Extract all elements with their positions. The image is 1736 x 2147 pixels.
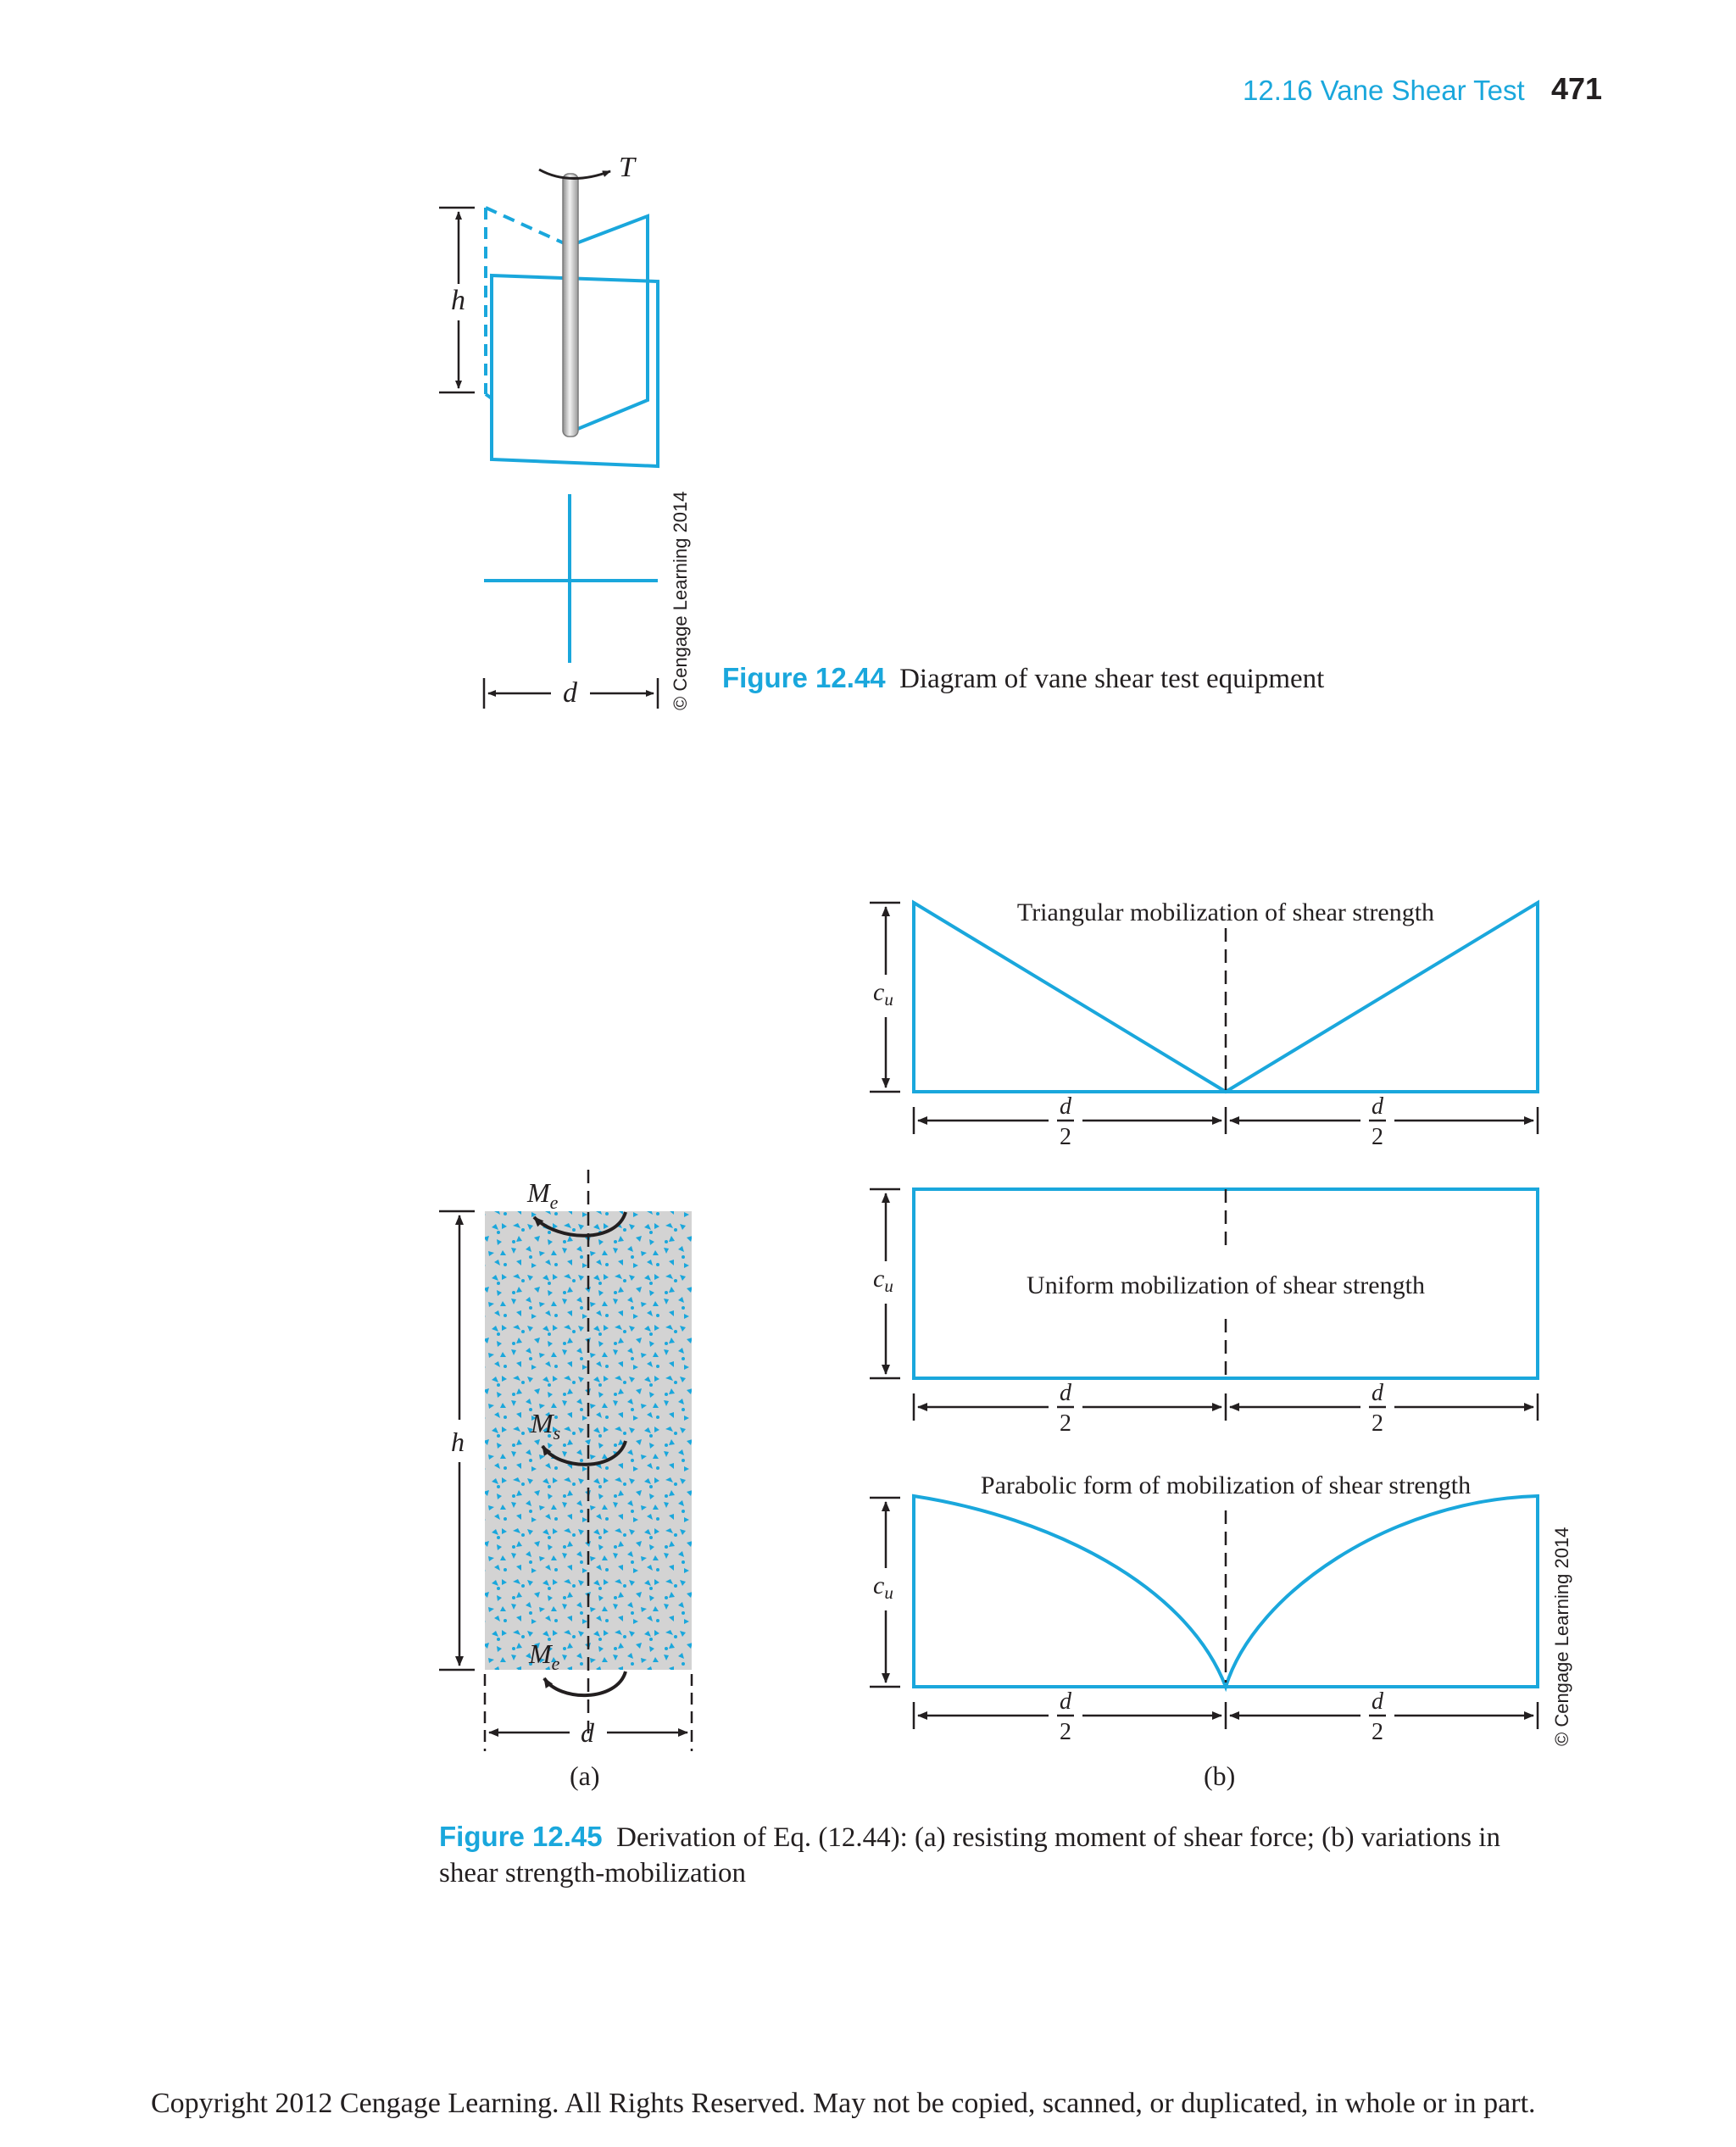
part-a-label: (a) xyxy=(570,1760,600,1791)
cylinder-diameter-label: d xyxy=(581,1717,594,1748)
triangular-half-dimensions xyxy=(914,1107,1538,1134)
figure-12-44-caption-text: Diagram of vane shear test equipment xyxy=(899,664,1325,694)
moment-end-top-label: M xyxy=(527,1177,550,1208)
moment-end-bottom-arrow xyxy=(544,1671,626,1695)
parabolic-cu-sub: u xyxy=(884,1582,893,1603)
triangular-half-right-num: d xyxy=(1372,1093,1383,1120)
figure-12-45-credit: © Cengage Learning 2014 xyxy=(1551,1527,1572,1746)
running-header-section: 12.16 Vane Shear Test xyxy=(1243,75,1525,106)
parabolic-label: Parabolic form of mobilization of shear strength xyxy=(980,1471,1472,1499)
triangular-half-right-den: 2 xyxy=(1372,1124,1383,1150)
part-b-label: (b) xyxy=(1204,1760,1236,1791)
svg-text:cu xyxy=(873,1265,893,1296)
diameter-label: d xyxy=(563,677,577,709)
uniform-half-right-num: d xyxy=(1372,1380,1383,1406)
parabolic-distribution xyxy=(914,1496,1538,1687)
uniform-half-dimensions xyxy=(914,1393,1538,1421)
uniform-half-left-den: 2 xyxy=(1060,1410,1071,1437)
parabolic-half-right-den: 2 xyxy=(1372,1719,1383,1745)
triangular-label: Triangular mobilization of shear strength xyxy=(1016,898,1435,926)
copyright-footer: Copyright 2012 Cengage Learning. All Rights Reserved. May not be copied, scanned, or duplicated, in whole or in part. xyxy=(151,2088,1536,2119)
figure-12-44-credit: © Cengage Learning 2014 xyxy=(670,491,691,710)
svg-text:cu xyxy=(873,978,893,1010)
cylinder-height-label: h xyxy=(451,1427,465,1457)
torque-label: T xyxy=(619,152,635,183)
figure-12-45-label: Figure 12.45 xyxy=(439,1821,603,1852)
uniform-half-right-den: 2 xyxy=(1372,1410,1383,1437)
uniform-cu-label: c xyxy=(873,1265,885,1293)
triangular-half-left-den: 2 xyxy=(1060,1124,1071,1150)
triangular-half-left-num: d xyxy=(1060,1093,1071,1120)
triangular-cu-label: c xyxy=(873,978,885,1006)
page-number: 471 xyxy=(1551,71,1603,106)
parabolic-half-left-den: 2 xyxy=(1060,1719,1071,1745)
moment-side-sub: s xyxy=(553,1422,561,1443)
moment-end-top-sub: e xyxy=(549,1192,559,1213)
moment-side-label: M xyxy=(531,1408,554,1438)
parabolic-half-dimensions xyxy=(914,1702,1538,1729)
parabolic-half-right-num: d xyxy=(1372,1688,1383,1715)
height-label: h xyxy=(451,285,465,316)
uniform-label: Uniform mobilization of shear strength xyxy=(1027,1271,1425,1299)
parabolic-half-left-num: d xyxy=(1060,1688,1071,1715)
svg-text:cu xyxy=(873,1571,893,1603)
figure-12-45-caption-text: Derivation of Eq. (12.44): (a) resisting moment of shear force; (b) variations in shear strength-mobilization xyxy=(439,1822,1500,1888)
uniform-half-left-num: d xyxy=(1060,1380,1071,1406)
triangular-cu-sub: u xyxy=(884,989,893,1010)
figure-12-44-label: Figure 12.44 xyxy=(722,662,886,693)
uniform-cu-sub: u xyxy=(884,1276,893,1296)
parabolic-cu-label: c xyxy=(873,1571,885,1599)
svg-text:Me xyxy=(526,1177,559,1213)
figure-12-45-caption xyxy=(439,1819,1550,1891)
moment-end-bottom-sub: e xyxy=(551,1653,560,1674)
moment-end-bottom-label: M xyxy=(529,1638,552,1669)
